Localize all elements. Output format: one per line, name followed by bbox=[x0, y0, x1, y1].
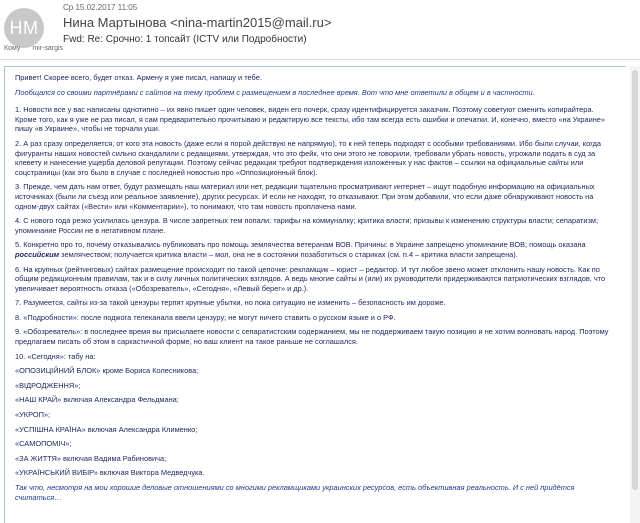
list-item: «НАШ КРАЙ» включая Александра Фельдмана; bbox=[15, 395, 179, 405]
avatar[interactable]: НМ bbox=[4, 8, 44, 48]
sender-name[interactable]: Нина Мартынова <nina-martin2015@mail.ru> bbox=[63, 15, 332, 30]
paragraph-4: 4. С нового года резко усилилась цензура. В числе запретных тем попали: тарифы на коммуналку; критика власти; призывы к изменению структуры власти; сепаратизм; упоминание России не в негативном плане. bbox=[15, 216, 599, 235]
header-divider bbox=[0, 59, 640, 60]
paragraph-8: 8. «Подробности»: после поджога телеканала ввели цензуру; не могут ничего ставить о русском языке и о РФ. bbox=[15, 312, 396, 322]
list-item: «УСПІШНА КРАЇНА» включая Александра Клименко; bbox=[15, 424, 198, 434]
list-item: «ОПОЗИЦІЙНИЙ БЛОК» кроме Бориса Колесникова; bbox=[15, 366, 199, 376]
paragraph-5-emphasis: российским bbox=[15, 249, 60, 259]
paragraph-5-part-a: 5. Конкретно про то, почему отказывались публиковать про помощь землячества ветеранам ВОВ. Причины: в Украине запрещено упоминание ВОВ; помощь оказана bbox=[15, 240, 586, 250]
paragraph-5-part-b: землячеством; получается критика власти – мол, она не в состоянии позаботиться о стариках (см. п.4 – критика власти запрещена). bbox=[59, 249, 518, 259]
paragraph-2: 2. А раз сразу определяется, от кого эта новость (даже если я порой действую не напрямую), то к ней теперь подходят с особыми требованиями. Ибо были случаи, когда фигуранты наших новостей сильно скандалили с редакциями, утверждая, что это фейк, что они этого не говорили, требовали убрать новость, угрожали подать в суд за клевету и нанесение ущерба деловой репутации. Поэтому сейчас редакции требуют подтверждения изложенных у нас фактов – ссылки на официальные сайты или соцстраницы (как это было в случае с последней новостью про «Оппозиционный блок). bbox=[15, 138, 602, 177]
paragraph-5 bbox=[15, 240, 614, 259]
list-item: «УКРАЇНСЬКИЙ ВИБІР» включая Виктора Медведчука. bbox=[15, 468, 205, 478]
message-body bbox=[4, 66, 626, 523]
paragraph-9: 9. «Обозреватель»: в последнее время вы присылаете новости с сепаратистским содержанием, мы не поддерживаем такую позицию и не хотим волновать народ. Поэтому предлагаем писать об этом в саркастичной форме, но ваш клиент на такое раньше не соглашался. bbox=[15, 327, 609, 347]
list-item: «ВІДРОДЖЕННЯ»; bbox=[15, 380, 81, 390]
intro-paragraph: Пообщался со своими партнёрами с сайтов на тему проблем с размещением в последнее время. Вот что мне ответили в общем и в частности. bbox=[15, 87, 535, 97]
paragraph-1: 1. Новости все у вас написаны однотипно – их явно пишет один человек, виден его почерк, сразу идентифицируется заказчик. Поэтому советуют сменить копирайтера. Кроме того, как я уже не раз писал, я сам предварительно прочитываю и редактирую все тексты, ибо там всегда есть ошибки и опечатки. И, конечно, вместо «на Украине» пишу «в Украине», чтобы не торчали уши. bbox=[15, 105, 606, 134]
paragraph-10: 10. «Сегодня»: табу на: bbox=[15, 351, 96, 361]
scrollbar[interactable] bbox=[630, 66, 640, 523]
closing-paragraph: Так что, несмотря на мои хорошие деловые отношениями со многими рекламщиками украинских ресурсов, есть объективная реальность. И с ней придётся считаться… bbox=[15, 483, 575, 502]
list-item: «УКРОП»; bbox=[15, 410, 51, 420]
message-subject: Fwd: Re: Срочно: 1 топсайт (ICTV или Подробности) bbox=[63, 34, 307, 45]
list-item: «ЗА ЖИТТЯ» включая Вадима Рабиновича; bbox=[15, 453, 167, 463]
to-label: Кому bbox=[4, 45, 21, 52]
scrollbar-thumb[interactable] bbox=[632, 70, 638, 490]
message-header bbox=[0, 0, 640, 60]
paragraph-3: 3. Прежде, чем дать нам ответ, будут размещать наш материал или нет, редакции тщательно просматривают интернет – ищут подобную информацию на официальных источниках (были ли съезд или реальное заявление), других ресурсах. И если не находят, то отказывают. При этом добавили, что если даже обнаруживают новость на одном-двух сайтах («Вести» или «Комментарии»), то понимают, что там новость проплачена нами. bbox=[15, 182, 595, 211]
list-item: «САМОПОМІЧ»; bbox=[15, 439, 72, 449]
greeting: Привет! Скорее всего, будет отказ. Армену я уже писал, напишу и тебе. bbox=[15, 73, 262, 82]
recipients-line bbox=[4, 45, 63, 52]
paragraph-6: 6. На крупных (рейтинговых) сайтах размещение происходит по такой цепочке: рекламщик – юрист – редактор. И тут любое звено может отклонить нашу новость. Как по общим редакционным правилам, так и в силу личных политических взглядов. А ведь многие сайты и (или) их руководители придерживаются патриотических взглядов, что увеличивает вероятность отказа («Обозреватель», «Сегодня», «Левый берег» и др.). bbox=[15, 264, 606, 293]
message-date: Ср 15.02.2017 11:05 bbox=[63, 3, 138, 12]
recipient[interactable]: mir-sargis bbox=[32, 45, 64, 52]
paragraph-7: 7. Разумеется, сайты из-за такой цензуры терпят крупные убытки, но пока ситуацию не изменить – безопасность им дороже. bbox=[15, 298, 446, 308]
